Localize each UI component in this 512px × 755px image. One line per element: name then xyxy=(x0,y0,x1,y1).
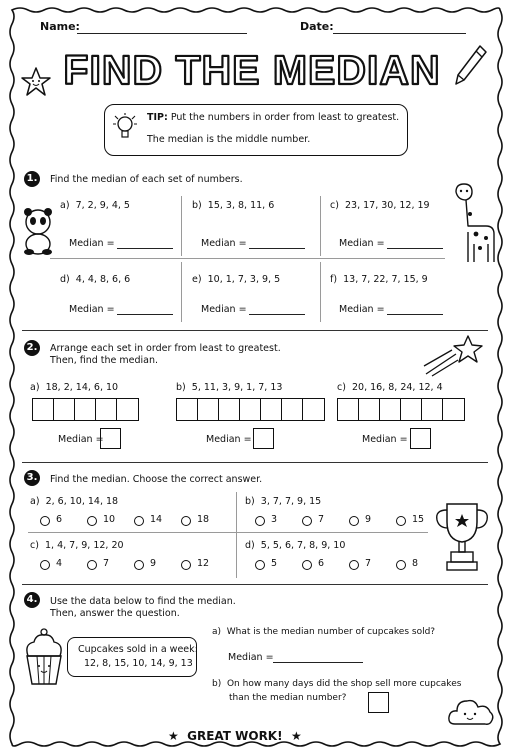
problem-1c: c) 23, 17, 30, 12, 19 xyxy=(330,200,430,211)
option-radio[interactable] xyxy=(40,516,50,526)
section2-number: 2. xyxy=(24,340,40,356)
trophy-icon xyxy=(433,498,491,578)
section3-divider xyxy=(236,492,237,578)
giraffe-icon xyxy=(448,182,498,264)
option-radio[interactable] xyxy=(40,560,50,570)
option-radio[interactable] xyxy=(181,516,191,526)
question-4a: a) What is the median number of cupcakes sold? xyxy=(212,627,436,637)
option-radio[interactable] xyxy=(396,560,406,570)
option-label: 14 xyxy=(150,514,163,525)
section4-instruction-line1: Use the data below to find the median. xyxy=(50,596,236,607)
section-divider xyxy=(22,330,488,331)
problem-2a: a) 18, 2, 14, 6, 10 xyxy=(30,382,119,393)
cupcake-icon xyxy=(22,626,66,688)
option-radio[interactable] xyxy=(349,516,359,526)
option-radio[interactable] xyxy=(302,560,312,570)
problem-1f: f) 13, 7, 22, 7, 15, 9 xyxy=(330,274,428,285)
tip-line1: TIP: Put the numbers in order from least to greatest. xyxy=(147,112,400,123)
option-label: 12 xyxy=(197,558,210,569)
problem-3d: d) 5, 5, 6, 7, 8, 9, 10 xyxy=(245,540,346,551)
star-icon: ★ xyxy=(168,729,179,743)
option-label: 9 xyxy=(150,558,157,569)
answer-1e[interactable] xyxy=(249,314,305,315)
problem-1d: d) 4, 4, 8, 6, 6 xyxy=(60,274,131,285)
median-label: Median = xyxy=(69,238,115,249)
name-field[interactable] xyxy=(77,33,247,34)
question-4b-line2: than the median number? xyxy=(229,693,347,703)
section3-instruction: Find the median. Choose the correct answer. xyxy=(50,474,263,485)
date-label: Date: xyxy=(300,20,334,33)
option-label: 18 xyxy=(197,514,210,525)
problem-3a: a) 2, 6, 10, 14, 18 xyxy=(30,496,119,507)
answer-1c[interactable] xyxy=(387,248,443,249)
section1-divider xyxy=(181,196,182,256)
section2-instruction-line2: Then, find the median. xyxy=(50,355,159,366)
option-label: 15 xyxy=(412,514,425,525)
median-label: Median = xyxy=(362,434,408,445)
footer-text: GREAT WORK! xyxy=(187,729,283,743)
section3-divider xyxy=(28,532,428,533)
order-boxes-2a[interactable] xyxy=(32,398,139,421)
section3-number: 3. xyxy=(24,470,40,486)
median-label: Median = xyxy=(201,304,247,315)
option-label: 10 xyxy=(103,514,116,525)
option-radio[interactable] xyxy=(134,516,144,526)
footer xyxy=(168,729,302,743)
name-label: Name: xyxy=(40,20,80,33)
tip-line2: The median is the middle number. xyxy=(147,134,311,145)
median-label: Median = xyxy=(228,652,274,663)
problem-3c: c) 1, 4, 7, 9, 12, 20 xyxy=(30,540,124,551)
answer-1d[interactable] xyxy=(117,314,173,315)
section2-instruction-line1: Arrange each set in order from least to greatest. xyxy=(50,343,281,354)
data-title: Cupcakes sold in a week: xyxy=(78,644,198,655)
answer-2b[interactable] xyxy=(253,428,274,449)
star-icon xyxy=(20,66,52,98)
option-radio[interactable] xyxy=(87,560,97,570)
answer-2c[interactable] xyxy=(410,428,431,449)
section-divider xyxy=(22,462,488,463)
section1-divider xyxy=(320,196,321,256)
option-radio[interactable] xyxy=(255,516,265,526)
option-label: 7 xyxy=(103,558,110,569)
page-title xyxy=(50,40,455,98)
option-label: 8 xyxy=(412,558,419,569)
option-label: 6 xyxy=(318,558,325,569)
option-radio[interactable] xyxy=(255,560,265,570)
question-4b: b) On how many days did the shop sell more cupcakes xyxy=(212,679,462,689)
star-icon: ★ xyxy=(290,729,302,743)
option-label: 3 xyxy=(271,514,278,525)
option-radio[interactable] xyxy=(181,560,191,570)
lightbulb-icon xyxy=(112,112,138,144)
section1-divider xyxy=(50,258,445,259)
median-label: Median = xyxy=(58,434,104,445)
section1-number: 1. xyxy=(24,171,40,187)
option-label: 7 xyxy=(318,514,325,525)
answer-2a[interactable] xyxy=(100,428,121,449)
section1-divider xyxy=(181,262,182,322)
cloud-icon xyxy=(447,694,495,728)
section1-divider xyxy=(320,262,321,322)
panda-icon xyxy=(18,206,58,256)
svg-text:FIND THE MEDIAN: FIND THE MEDIAN xyxy=(63,47,441,93)
problem-2c: c) 20, 16, 8, 24, 12, 4 xyxy=(337,382,443,393)
median-label: Median = xyxy=(339,304,385,315)
problem-3b: b) 3, 7, 7, 9, 15 xyxy=(245,496,322,507)
problem-1a: a) 7, 2, 9, 4, 5 xyxy=(60,200,130,211)
section4-number: 4. xyxy=(24,592,40,608)
median-label: Median = xyxy=(201,238,247,249)
option-radio[interactable] xyxy=(87,516,97,526)
shooting-star-icon xyxy=(420,330,486,378)
option-label: 5 xyxy=(271,558,278,569)
median-label: Median = xyxy=(206,434,252,445)
median-label: Median = xyxy=(339,238,385,249)
option-label: 7 xyxy=(365,558,372,569)
section1-instruction: Find the median of each set of numbers. xyxy=(50,174,243,185)
option-label: 6 xyxy=(56,514,63,525)
answer-4a[interactable] xyxy=(273,662,363,663)
answer-1a[interactable] xyxy=(117,248,173,249)
pencil-icon xyxy=(452,44,488,86)
option-radio[interactable] xyxy=(349,560,359,570)
problem-1b: b) 15, 3, 8, 11, 6 xyxy=(192,200,275,211)
option-radio[interactable] xyxy=(396,516,406,526)
data-values: 12, 8, 15, 10, 14, 9, 13 xyxy=(84,658,193,669)
data-box xyxy=(67,637,197,677)
option-label: 9 xyxy=(365,514,372,525)
median-label: Median = xyxy=(69,304,115,315)
section-divider xyxy=(22,584,488,585)
date-field[interactable] xyxy=(333,33,466,34)
order-boxes-2c[interactable] xyxy=(337,398,465,421)
answer-1f[interactable] xyxy=(387,314,443,315)
problem-2b: b) 5, 11, 3, 9, 1, 7, 13 xyxy=(176,382,283,393)
section4-instruction-line2: Then, answer the question. xyxy=(50,608,180,619)
option-label: 4 xyxy=(56,558,63,569)
option-radio[interactable] xyxy=(134,560,144,570)
order-boxes-2b[interactable] xyxy=(176,398,325,421)
option-radio[interactable] xyxy=(302,516,312,526)
problem-1e: e) 10, 1, 7, 3, 9, 5 xyxy=(192,274,281,285)
answer-4b[interactable] xyxy=(368,692,389,713)
answer-1b[interactable] xyxy=(249,248,305,249)
